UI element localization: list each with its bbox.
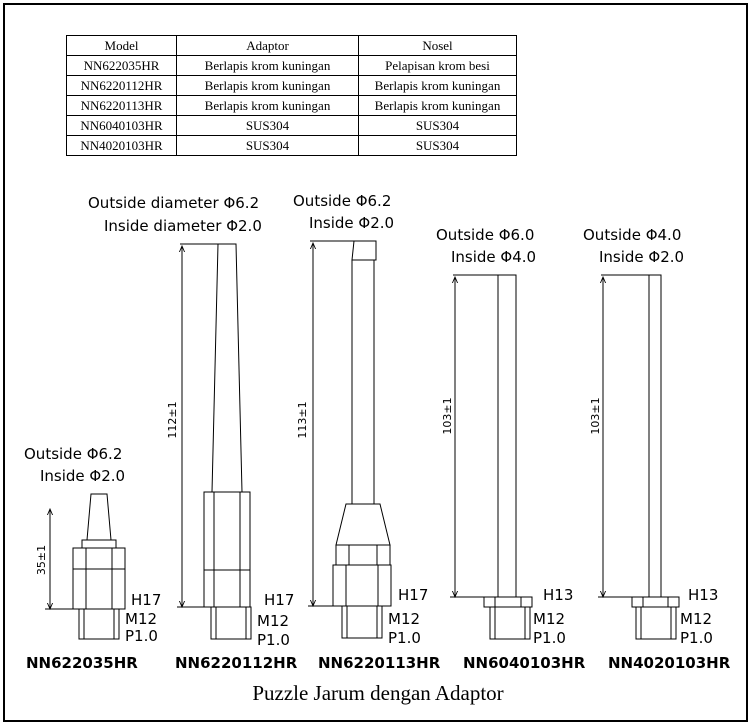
nozzle-1-model-label: NN622035HR [26, 654, 138, 672]
nozzle-3-shaft [352, 260, 374, 504]
header-nosel: Nosel [359, 36, 517, 56]
nozzle-2-hex-label: H17 [264, 591, 295, 609]
nozzle-3 [293, 192, 441, 672]
cell-nosel: SUS304 [359, 116, 517, 136]
cell-adaptor: Berlapis krom kuningan [177, 56, 359, 76]
nozzle-3-pitch-label: P1.0 [388, 629, 421, 647]
nozzle-1-outside-label: Outside Φ6.2 [24, 445, 123, 463]
cell-adaptor: Berlapis krom kuningan [177, 96, 359, 116]
nozzle-1-thread-label: M12 [125, 610, 158, 628]
header-model: Model [67, 36, 177, 56]
cell-nosel: Berlapis krom kuningan [359, 96, 517, 116]
nozzle-5-hex-label: H13 [688, 586, 719, 604]
nozzle-5-thread-label: M12 [680, 610, 713, 628]
nozzle-5-pitch-label: P1.0 [680, 629, 713, 647]
cell-nosel: Pelapisan krom besi [359, 56, 517, 76]
nozzle-2-thread-label: M12 [257, 612, 290, 630]
nozzle-3-outside-label: Outside Φ6.2 [293, 192, 392, 210]
nozzle-3-inside-label: Inside Φ2.0 [309, 214, 395, 232]
nozzle-2-inside-label: Inside diameter Φ2.0 [104, 217, 262, 235]
nozzle-3-cone [336, 504, 390, 545]
nozzle-4-outside-label: Outside Φ6.0 [436, 226, 535, 244]
nozzle-1-length-label: 35±1 [35, 544, 48, 576]
nozzle-5-outside-label: Outside Φ4.0 [583, 226, 682, 244]
nozzle-4-thread [490, 607, 530, 639]
nozzle-2-pitch-label: P1.0 [257, 631, 290, 649]
nozzle-1-pitch-label: P1.0 [125, 627, 158, 645]
nozzle-4-inside-label: Inside Φ4.0 [451, 248, 537, 266]
cell-model: NN6220113HR [67, 96, 177, 116]
nozzle-5-inside-label: Inside Φ2.0 [599, 248, 685, 266]
nozzle-4-model-label: NN6040103HR [463, 654, 586, 672]
nozzle-5-hex-nut [632, 597, 679, 607]
nozzle-4-pitch-label: P1.0 [533, 629, 566, 647]
cell-adaptor: SUS304 [177, 136, 359, 156]
nozzle-5-shaft [649, 275, 661, 597]
nozzle-4-hex-nut [484, 597, 532, 607]
nozzle-2-outside-label: Outside diameter Φ6.2 [88, 194, 260, 212]
cell-nosel: SUS304 [359, 136, 517, 156]
nozzle-5-thread [636, 607, 676, 639]
diagram-caption: Puzzle Jarum dengan Adaptor [252, 681, 504, 705]
nozzle-3-collar [336, 545, 390, 565]
nozzle-2-hex-nut [204, 492, 250, 607]
nozzle-3-hex-label: H17 [398, 586, 429, 604]
cell-model: NN6040103HR [67, 116, 177, 136]
cell-model: NN622035HR [67, 56, 177, 76]
nozzle-5-length-label: 103±1 [589, 397, 602, 435]
nozzle-4-shaft [498, 275, 516, 597]
nozzle-2 [88, 194, 298, 672]
nozzle-5 [583, 226, 731, 672]
nozzle-4-length-label: 103±1 [441, 397, 454, 435]
nozzle-2-tip [212, 244, 242, 492]
nozzle-3-thread [342, 606, 382, 638]
nozzle-2-thread [211, 607, 251, 639]
cell-model: NN6220112HR [67, 76, 177, 96]
nozzle-1-hex-label: H17 [131, 591, 162, 609]
nozzle-3-length-label: 113±1 [296, 401, 309, 439]
nozzle-5-model-label: NN4020103HR [608, 654, 731, 672]
nozzle-3-thread-label: M12 [388, 610, 421, 628]
nozzle-1-tip [87, 494, 111, 540]
cell-adaptor: Berlapis krom kuningan [177, 76, 359, 96]
nozzle-1-hex-nut [73, 548, 125, 609]
nozzle-4 [436, 226, 586, 672]
nozzle-2-length-label: 112±1 [166, 401, 179, 439]
nozzle-1 [24, 445, 161, 672]
nozzle-3-hex-nut [333, 565, 391, 606]
nozzle-1-collar [82, 540, 116, 548]
nozzle-4-hex-label: H13 [543, 586, 574, 604]
nozzle-3-tip [352, 241, 376, 260]
nozzle-1-inside-label: Inside Φ2.0 [40, 467, 126, 485]
cell-nosel: Berlapis krom kuningan [359, 76, 517, 96]
cell-adaptor: SUS304 [177, 116, 359, 136]
nozzle-2-model-label: NN6220112HR [175, 654, 298, 672]
nozzle-4-thread-label: M12 [533, 610, 566, 628]
nozzle-1-thread [79, 609, 119, 639]
nozzle-3-model-label: NN6220113HR [318, 654, 441, 672]
header-adaptor: Adaptor [177, 36, 359, 56]
cell-model: NN4020103HR [67, 136, 177, 156]
